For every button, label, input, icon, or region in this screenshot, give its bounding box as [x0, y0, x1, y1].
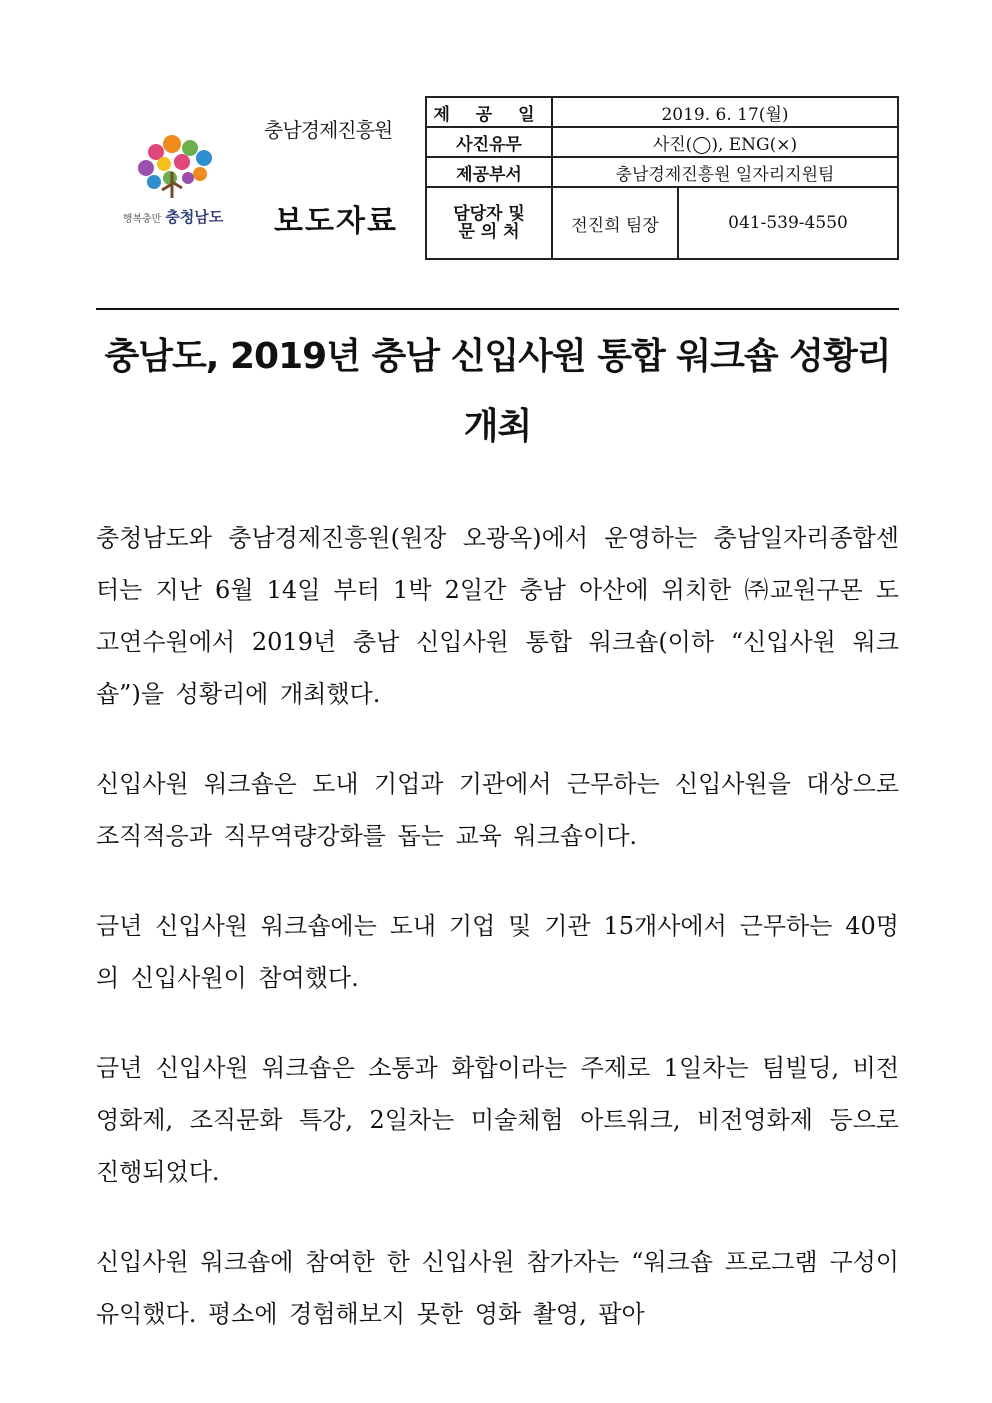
paragraph: 금년 신입사원 워크숍은 소통과 화합이라는 주제로 1일차는 팀빌딩, 비전영화제, 조직문화 특강, 2일차는 미술체험 아트워크, 비전영화제 등으로 진행되었다. [96, 1054, 899, 1186]
paragraph: 충청남도와 충남경제진흥원(원장 오광옥)에서 운영하는 충남일자리종합센터는 지난 6월 14일 부터 1박 2일간 충남 아산에 위치한 ㈜교원구몬 도고연수원에서 2019년 충남 신입사원 통합 워크숍(이하 “신입사원 워크숍”)을 성황리에 개최했다. [96, 524, 899, 708]
logo-label [108, 206, 238, 227]
info-table [425, 96, 899, 260]
info-row-photo [426, 127, 898, 157]
info-row-dept [426, 157, 898, 187]
photo-value: 사진(◯), ENG(×) [552, 127, 898, 157]
document-type: 보도자료 [274, 204, 398, 239]
organization-name: 충남경제진흥원 [264, 118, 393, 142]
photo-label: 사진유무 [426, 127, 552, 157]
dept-value: 충남경제진흥원 일자리지원팀 [552, 157, 898, 187]
article-body [96, 512, 899, 1378]
logo-slogan: 행복충만 [122, 214, 162, 225]
contact-label-line-2: 문 의 처 [458, 222, 520, 242]
date-label: 제 공 일 [426, 97, 552, 127]
logo-name: 충청남도 [165, 208, 224, 226]
contact-person: 전진희 팀장 [552, 187, 678, 259]
dept-label: 제공부서 [426, 157, 552, 187]
press-release-title: 충남도, 2019년 충남 신입사원 통합 워크숍 성황리 개최 [104, 336, 891, 447]
paragraph: 신입사원 워크숍은 도내 기업과 기관에서 근무하는 신입사원을 대상으로 조직적응과 직무역량강화를 돕는 교육 워크숍이다. [96, 770, 899, 850]
header-divider [96, 308, 899, 310]
info-row-date [426, 97, 898, 127]
contact-phone: 041-539-4550 [678, 187, 898, 259]
tree-logo-icon [108, 132, 238, 202]
contact-label-line-1: 담당자 및 [453, 204, 525, 224]
contact-label [426, 187, 552, 259]
chungnam-logo [108, 132, 238, 232]
date-value: 2019. 6. 17(월) [552, 97, 898, 127]
info-row-contact [426, 187, 898, 259]
paragraph: 신입사원 워크숍에 참여한 한 신입사원 참가자는 “워크숍 프로그램 구성이 유익했다. 평소에 경험해보지 못한 영화 촬영, 팝아 [96, 1248, 899, 1328]
paragraph: 금년 신입사원 워크숍에는 도내 기업 및 기관 15개사에서 근무하는 40명의 신입사원이 참여했다. [96, 912, 899, 992]
